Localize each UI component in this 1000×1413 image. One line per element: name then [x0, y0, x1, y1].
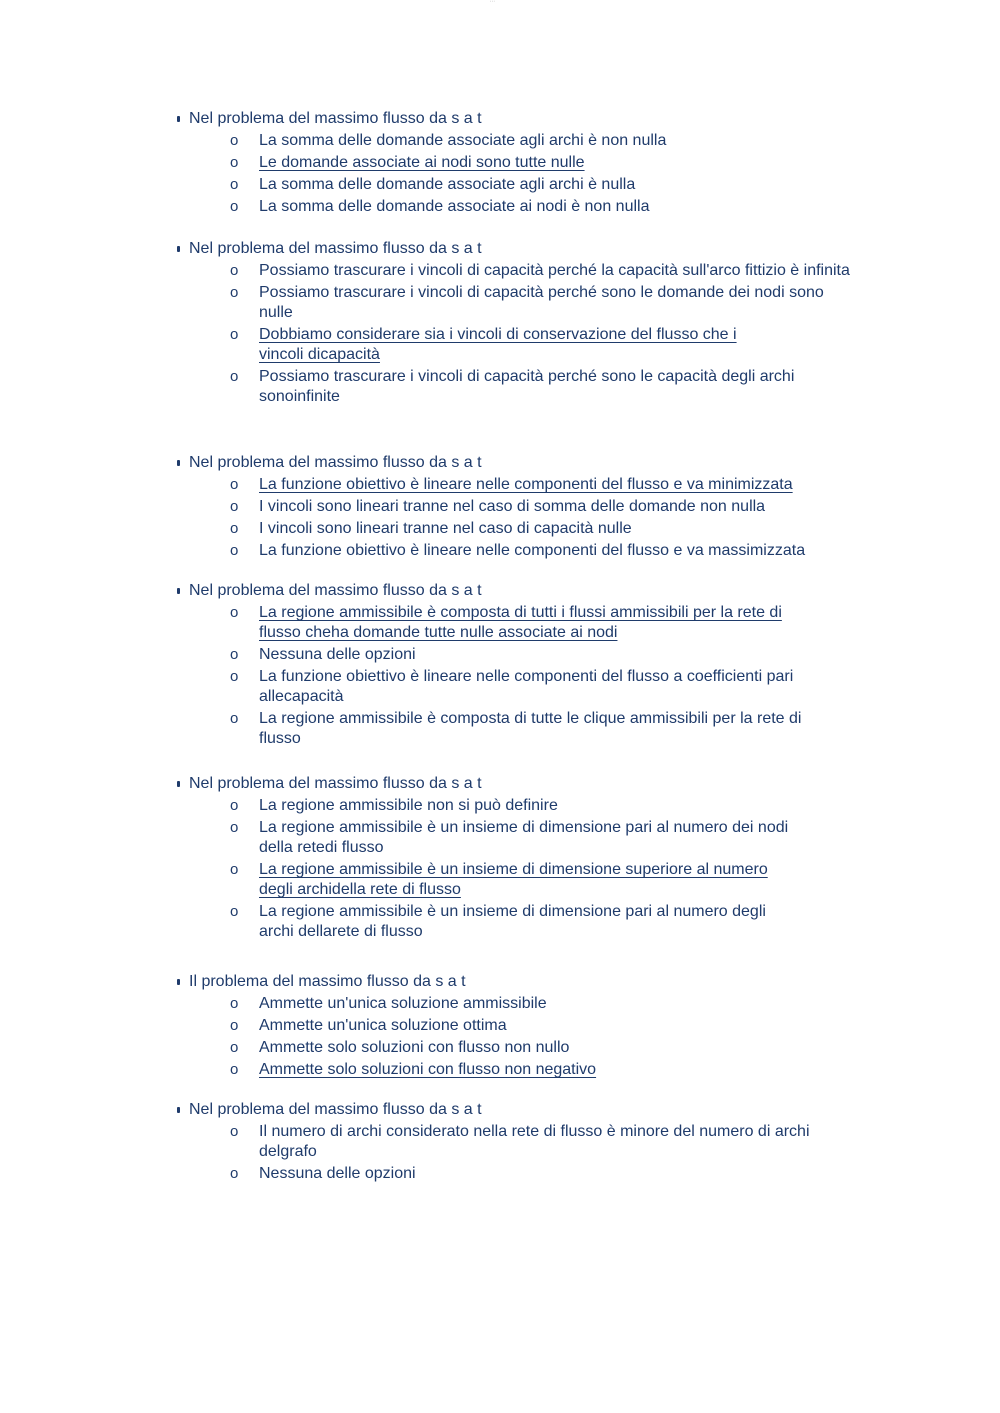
question-4 [175, 580, 875, 749]
bullet-icon [177, 588, 180, 594]
option-list [175, 261, 875, 407]
option-text: Possiamo trascurare i vincoli di capacità perché sono le capacità degli archi sonoinfinite [259, 368, 795, 405]
bullet-icon [177, 781, 180, 787]
option-item [175, 860, 875, 900]
option-text: I vincoli sono lineari tranne nel caso di somma delle domande non nulla [259, 498, 766, 515]
option-text: I vincoli sono lineari tranne nel caso di capacità nulle [259, 520, 632, 537]
option-list [175, 131, 875, 217]
option-item [175, 994, 875, 1014]
option-text-underlined: La regione ammissibile è composta di tutti i flussi ammissibili per la rete di flusso cheha domande tutte nulle associate ai nodi [259, 604, 782, 641]
option-item [175, 1164, 875, 1184]
option-item [175, 131, 875, 151]
circle-bullet-icon: o [230, 262, 239, 279]
option-text: Ammette solo soluzioni con flusso non nullo [259, 1039, 570, 1056]
option-item [175, 519, 875, 539]
question-stem: Nel problema del massimo flusso da s a t [175, 108, 875, 130]
circle-bullet-icon: o [230, 326, 239, 343]
option-item [175, 818, 875, 858]
option-text: Nessuna delle opzioni [259, 1165, 416, 1182]
option-text: La somma delle domande associate ai nodi è non nulla [259, 198, 650, 215]
option-item [175, 1060, 875, 1080]
circle-bullet-icon: o [230, 132, 239, 149]
question-stem: Nel problema del massimo flusso da s a t [175, 238, 875, 260]
option-item [175, 1122, 875, 1162]
option-text: La funzione obiettivo è lineare nelle componenti del flusso e va massimizzata [259, 542, 806, 559]
option-item [175, 902, 875, 942]
bullet-icon [177, 979, 180, 985]
circle-bullet-icon: o [230, 542, 239, 559]
option-list [175, 1122, 875, 1184]
circle-bullet-icon: o [230, 819, 239, 836]
question-6 [175, 971, 875, 1080]
option-list [175, 603, 875, 749]
option-item [175, 796, 875, 816]
option-item [175, 603, 875, 643]
option-text: Ammette un'unica soluzione ammissibile [259, 995, 547, 1012]
option-item [175, 1038, 875, 1058]
option-list [175, 796, 875, 942]
option-list [175, 994, 875, 1080]
option-text: Possiamo trascurare i vincoli di capacità perché sono le domande dei nodi sono nulle [259, 284, 824, 321]
circle-bullet-icon: o [230, 176, 239, 193]
option-item [175, 497, 875, 517]
question-stem: Nel problema del massimo flusso da s a t [175, 1099, 875, 1121]
circle-bullet-icon: o [230, 903, 239, 920]
option-text: Nessuna delle opzioni [259, 646, 416, 663]
option-item [175, 667, 875, 707]
question-5 [175, 773, 875, 942]
option-text: Il numero di archi considerato nella rete di flusso è minore del numero di archi delgrafo [259, 1123, 810, 1160]
circle-bullet-icon: o [230, 520, 239, 537]
question-7 [175, 1099, 875, 1184]
circle-bullet-icon: o [230, 498, 239, 515]
bullet-icon [177, 116, 180, 122]
option-item [175, 541, 875, 561]
circle-bullet-icon: o [230, 476, 239, 493]
circle-bullet-icon: o [230, 198, 239, 215]
circle-bullet-icon: o [230, 861, 239, 878]
bullet-icon [177, 1107, 180, 1113]
option-item [175, 475, 875, 495]
circle-bullet-icon: o [230, 604, 239, 621]
circle-bullet-icon: o [230, 1061, 239, 1078]
circle-bullet-icon: o [230, 154, 239, 171]
option-text: La funzione obiettivo è lineare nelle componenti del flusso a coefficienti pari allecapacità [259, 668, 794, 705]
header-mark: • • • [490, 0, 495, 3]
circle-bullet-icon: o [230, 368, 239, 385]
question-stem: Nel problema del massimo flusso da s a t [175, 452, 875, 474]
option-item [175, 153, 875, 173]
option-text: La regione ammissibile è un insieme di dimensione pari al numero dei nodi della retedi flusso [259, 819, 789, 856]
circle-bullet-icon: o [230, 1123, 239, 1140]
option-list [175, 475, 875, 561]
option-text: La regione ammissibile è un insieme di dimensione pari al numero degli archi dellarete di flusso [259, 903, 766, 940]
option-item [175, 1016, 875, 1036]
circle-bullet-icon: o [230, 995, 239, 1012]
circle-bullet-icon: o [230, 668, 239, 685]
option-text: Possiamo trascurare i vincoli di capacità perché la capacità sull'arco fittizio è infinita [259, 262, 850, 279]
option-text: La regione ammissibile è composta di tutte le clique ammissibili per la rete di flusso [259, 710, 802, 747]
question-3 [175, 452, 875, 561]
circle-bullet-icon: o [230, 1165, 239, 1182]
option-item [175, 175, 875, 195]
question-stem: Nel problema del massimo flusso da s a t [175, 773, 875, 795]
option-item [175, 645, 875, 665]
question-stem: Nel problema del massimo flusso da s a t [175, 580, 875, 602]
option-item [175, 197, 875, 217]
option-item [175, 325, 875, 365]
bullet-icon [177, 246, 180, 252]
option-text: La regione ammissibile non si può definire [259, 797, 558, 814]
circle-bullet-icon: o [230, 710, 239, 727]
option-text: La somma delle domande associate agli archi è non nulla [259, 132, 667, 149]
option-text-underlined: Ammette solo soluzioni con flusso non negativo [259, 1061, 597, 1078]
question-2 [175, 238, 875, 407]
option-text-underlined: Dobbiamo considerare sia i vincoli di conservazione del flusso che i vincoli dicapacità [259, 326, 737, 363]
circle-bullet-icon: o [230, 1039, 239, 1056]
option-item [175, 261, 875, 281]
circle-bullet-icon: o [230, 284, 239, 301]
circle-bullet-icon: o [230, 1017, 239, 1034]
question-stem: Il problema del massimo flusso da s a t [175, 971, 875, 993]
circle-bullet-icon: o [230, 646, 239, 663]
option-item [175, 283, 875, 323]
option-text: Ammette un'unica soluzione ottima [259, 1017, 507, 1034]
option-text: La somma delle domande associate agli archi è nulla [259, 176, 636, 193]
option-item [175, 709, 875, 749]
option-item [175, 367, 875, 407]
option-text-underlined: La funzione obiettivo è lineare nelle componenti del flusso e va minimizzata [259, 476, 793, 493]
option-text-underlined: La regione ammissibile è un insieme di dimensione superiore al numero degli archidella rete di flusso [259, 861, 768, 898]
option-text-underlined: Le domande associate ai nodi sono tutte nulle [259, 154, 585, 171]
circle-bullet-icon: o [230, 797, 239, 814]
question-1 [175, 108, 875, 217]
bullet-icon [177, 460, 180, 466]
